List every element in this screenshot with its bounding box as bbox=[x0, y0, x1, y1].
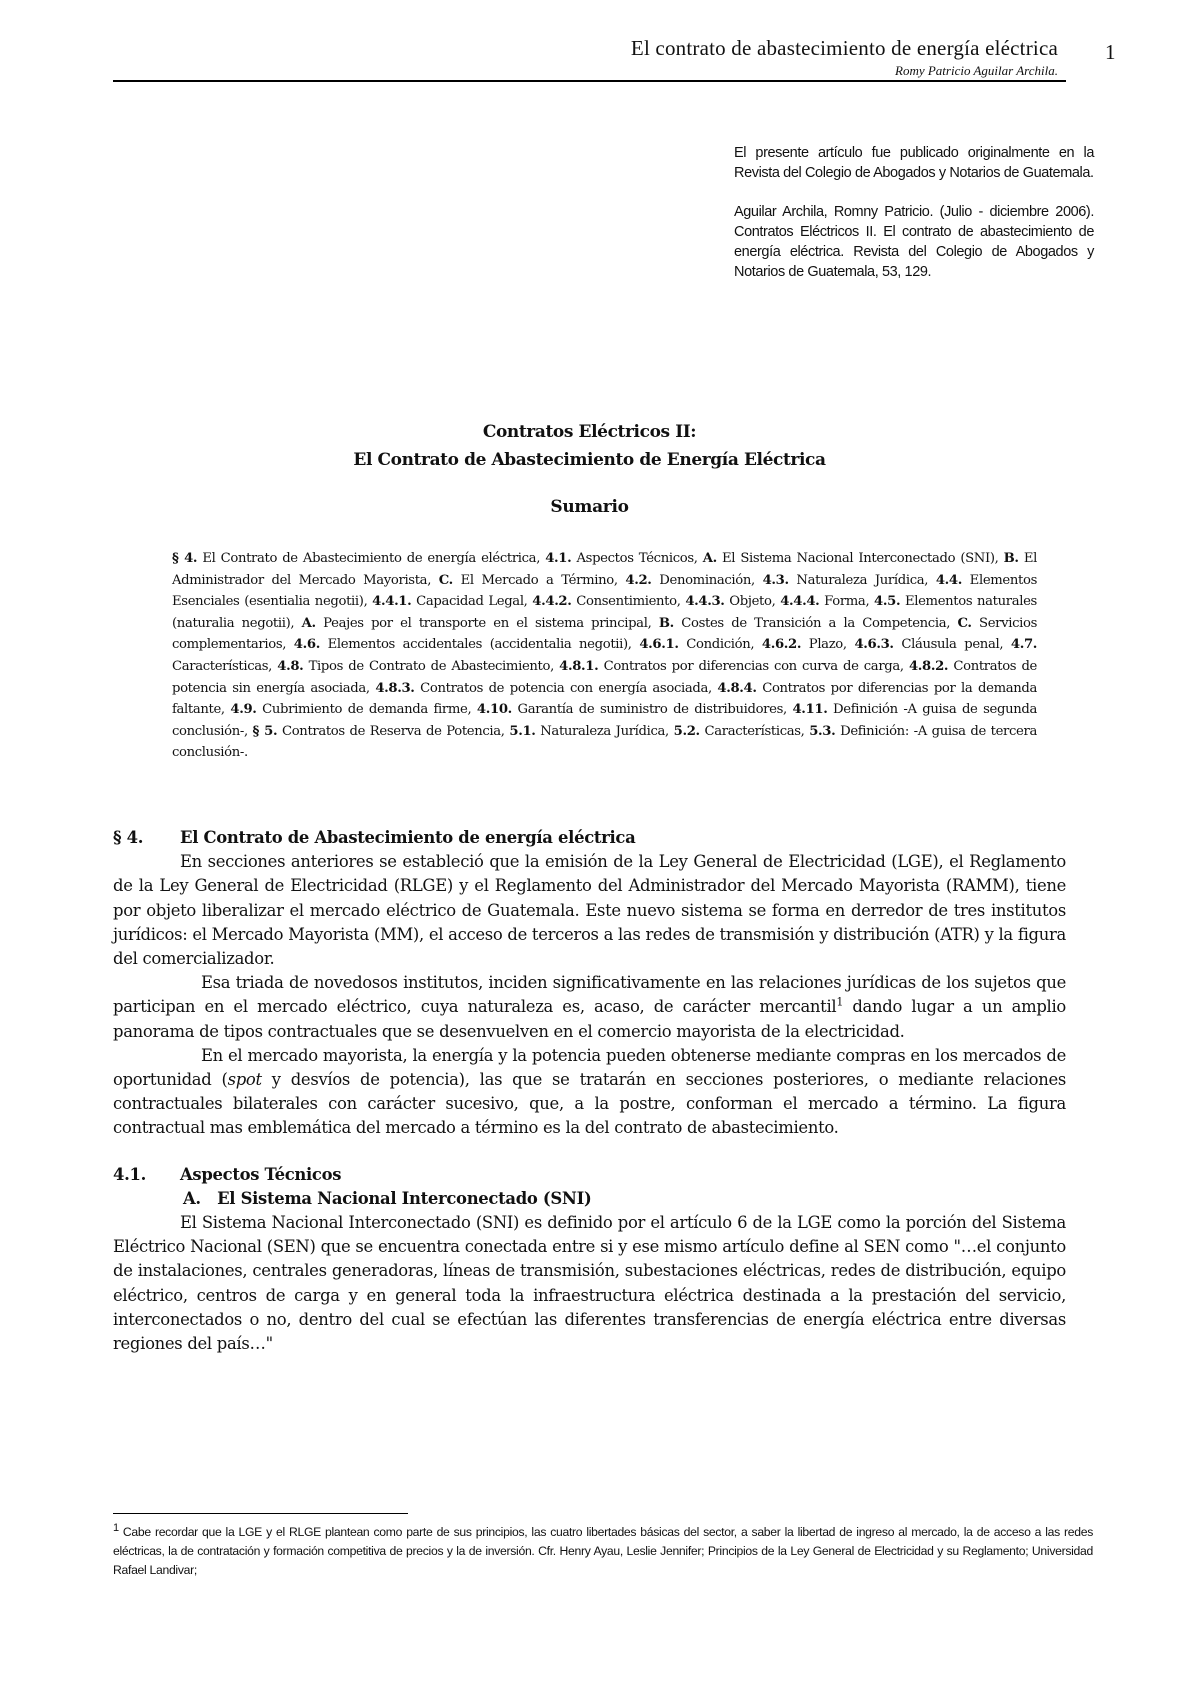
summary-item-text: Forma, bbox=[819, 594, 875, 610]
summary-item-number: 4.8. bbox=[277, 658, 304, 674]
paragraph-2-text-b: dando lugar a un amplio panorama de tipos contractuales que se desenvuelven en el comercio mayorista de la electricidad. bbox=[113, 997, 1066, 1041]
summary-item-text: Naturaleza Jurídica, bbox=[535, 723, 674, 739]
paragraph-3-text-a: En el mercado mayorista, la energía y la potencia pueden obtenerse mediante compras en los mercados de oportunidad ( bbox=[113, 1045, 1066, 1090]
summary-item-text: Cubrimiento de demanda firme, bbox=[256, 702, 477, 718]
summary-item-number: B. bbox=[658, 615, 674, 631]
summary-item-number: 4.4. bbox=[935, 572, 962, 588]
summary-item-text: Características, bbox=[172, 658, 278, 674]
summary-item-text: Contratos por diferencias con curva de carga, bbox=[598, 658, 909, 674]
header-author: Romy Patricio Aguilar Archila. bbox=[895, 63, 1058, 78]
section-4-title: El Contrato de Abastecimiento de energía eléctrica bbox=[180, 828, 636, 847]
summary-item-text: Aspectos Técnicos, bbox=[571, 551, 703, 566]
header-title: El contrato de abastecimiento de energía eléctrica bbox=[630, 36, 1058, 60]
summary-item-number: § 4. bbox=[172, 551, 198, 566]
summary-item-text: El Mercado a Término, bbox=[452, 572, 626, 588]
running-header bbox=[113, 36, 1066, 82]
summary-item-text: Contratos de potencia con energía asociada, bbox=[414, 680, 718, 696]
summary-item-number: § 5. bbox=[252, 723, 278, 739]
section-4-heading bbox=[113, 826, 1066, 850]
summary-item-text: Garantía de suministro de distribuidores, bbox=[511, 702, 793, 718]
summary-item-number: 4.8.3. bbox=[375, 680, 415, 696]
summary-item-text: El Administrador del Mercado Mayorista, bbox=[172, 551, 1037, 588]
summary-item-number: 4.4.3. bbox=[685, 594, 725, 610]
summary-item-text: Contratos de potencia sin energía asociada, bbox=[172, 658, 1037, 696]
summary-item-number: C. bbox=[438, 572, 453, 588]
subsection-a-letter: A. bbox=[183, 1188, 201, 1208]
title-line-1: Contratos Eléctricos II: bbox=[482, 422, 697, 442]
summary-item-number: 4.11. bbox=[792, 702, 828, 718]
summary-item-text: Tipos de Contrato de Abastecimiento, bbox=[303, 658, 560, 674]
summary-item-text: Cláusula penal, bbox=[893, 637, 1011, 653]
summary-item-text: Características, bbox=[699, 723, 810, 739]
summary-item-text: Contratos de Reserva de Potencia, bbox=[277, 723, 510, 739]
summary-item-number: 4.3. bbox=[762, 572, 789, 588]
publication-note-citation: Aguilar Archila, Romny Patricio. (Julio - diciembre 2006). Contratos Eléctricos II. El contrato de abastecimiento de energía eléctrica. Revista del Colegio de Abogados y Notarios de Guatemala, 53, 129. bbox=[734, 204, 1094, 280]
document-title bbox=[113, 418, 1066, 474]
summary-item-text: Consentimiento, bbox=[571, 594, 686, 610]
subsection-a-heading bbox=[113, 1187, 1066, 1211]
section-4-1-paragraph-1: El Sistema Nacional Interconectado (SNI) es definido por el artículo 6 de la LGE como la porción del Sistema Eléctrico Nacional (SEN) que se encuentra conectada entre si y ese mismo artículo define al SEN como "…el conjunto de instalaciones, centrales generadoras, líneas de transmisión, subestaciones eléctricas, redes de distribución, equipo eléctrico, centros de carga y en general toda la infraestructura eléctrica destinada a la prestación del servicio, interconectados o no, dentro del cual se efectúan las diferentes transferencias de energía eléctrica entre diversas regiones del país…" bbox=[113, 1213, 1066, 1354]
summary-item-number: C. bbox=[957, 615, 972, 631]
paragraph-3-text-b: y desvíos de potencia), las que se tratarán en secciones posteriores, o mediante relaciones contractuales bilaterales con carácter sucesivo, que, a la postre, conforman el mercado a término. La figura contractual mas emblemática del mercado a término es la del contrato de abastecimiento. bbox=[113, 1070, 1066, 1138]
summary-item-number: A. bbox=[301, 615, 316, 631]
summary-item-text: Condición, bbox=[678, 637, 762, 653]
summary-item-number: 4.8.4. bbox=[717, 680, 757, 696]
summary-item-text: Elementos naturales (naturalia negotii), bbox=[172, 594, 1037, 631]
summary-item-number: 4.9. bbox=[230, 702, 257, 718]
paragraph-2-text-a: Esa triada de novedosos institutos, inciden significativamente en las relaciones jurídicas de los sujetos que participan en el mercado eléctrico, cuya naturaleza es, acaso, de carácter mercantil bbox=[113, 973, 1066, 1017]
summary-item-text: Objeto, bbox=[724, 594, 781, 610]
subsection-a-title: El Sistema Nacional Interconectado (SNI) bbox=[217, 1188, 592, 1208]
section-4-paragraph-2 bbox=[113, 971, 1066, 1044]
footnote-separator bbox=[113, 1513, 408, 1514]
summary-item-number: B. bbox=[1003, 551, 1019, 566]
summary-item-number: 4.10. bbox=[476, 702, 512, 718]
summary-item-number: A. bbox=[702, 551, 717, 566]
summary-item-number: 4.6.2. bbox=[761, 637, 802, 653]
footnote bbox=[113, 1523, 1093, 1580]
summary-item-number: 4.4.1. bbox=[372, 594, 412, 610]
summary-item-number: 4.6. bbox=[293, 637, 320, 653]
summary-item-number: 4.5. bbox=[874, 594, 901, 610]
summary-item-number: 4.8.2. bbox=[908, 658, 949, 674]
document-body bbox=[113, 826, 1066, 1356]
summary-item-number: 4.6.1. bbox=[639, 637, 679, 653]
section-4-paragraph-3 bbox=[113, 1044, 1066, 1141]
footnote-text: Cabe recordar que la LGE y el RLGE plantean como parte de sus principios, las cuatro libertades básicas del sector, a saber la libertad de ingreso al mercado, la de acceso a las redes eléctricas, la de contratación y formación competitiva de precios y la de inversión. Cfr. Henry Ayau, Leslie Jennifer; Principios de la Ley General de Electricidad y su Reglamento; Universidad Rafael Landivar; bbox=[113, 1525, 1093, 1577]
summary-item-number: 4.1. bbox=[545, 551, 572, 566]
paragraph-3-italic-term: spot bbox=[227, 1070, 262, 1090]
summary-item-text: Plazo, bbox=[801, 637, 855, 653]
summary-item-number: 4.6.3. bbox=[854, 637, 894, 653]
summary-item-text: Naturaleza Jurídica, bbox=[788, 572, 936, 588]
summary-item-number: 4.4.2. bbox=[532, 594, 572, 610]
section-4-1-number: 4.1. bbox=[113, 1164, 147, 1184]
summary-item-number: 4.8.1. bbox=[559, 658, 599, 674]
section-4-paragraph-1: En secciones anteriores se estableció que la emisión de la Ley General de Electricidad (LGE), el Reglamento de la Ley General de Electricidad (RLGE) y el Reglamento del Administrador del Mercado Mayorista (RAMM), tiene por objeto liberalizar el mercado eléctrico de Guatemala. Este nuevo sistema se forma en derredor de tres institutos jurídicos: el Mercado Mayorista (MM), el acceso de terceros a las redes de transmisión y distribución (ATR) y la figura del comercializador. bbox=[113, 852, 1066, 969]
summary-item-text: Peajes por el transporte en el sistema principal, bbox=[315, 615, 659, 631]
footnote-reference: 1 bbox=[836, 995, 844, 1009]
summary-heading: Sumario bbox=[550, 497, 629, 517]
title-line-2: El Contrato de Abastecimiento de Energía Eléctrica bbox=[353, 450, 826, 470]
summary-item-text: Definición -A guisa de segunda conclusión-, bbox=[172, 702, 1037, 739]
summary-item-number: 4.7. bbox=[1010, 637, 1038, 653]
publication-note-origin: El presente artículo fue publicado originalmente en la Revista del Colegio de Abogados y Notarios de Guatemala. bbox=[734, 145, 1094, 181]
summary-item-text: Costes de Transición a la Competencia, bbox=[673, 615, 958, 631]
publication-note bbox=[734, 143, 1094, 301]
summary-item-text: Elementos Esenciales (esentialia negotii), bbox=[172, 572, 1037, 610]
summary-item-text: Denominación, bbox=[651, 572, 763, 588]
section-4-number: § 4. bbox=[113, 828, 144, 847]
summary-item-text: Servicios complementarios, bbox=[172, 615, 1037, 653]
footnote-marker: 1 bbox=[113, 1521, 119, 1534]
summary-item-number: 4.4.4. bbox=[780, 594, 820, 610]
summary-item-text: Contratos por diferencias por la demanda faltante, bbox=[172, 680, 1037, 718]
summary-item-text: Capacidad Legal, bbox=[411, 594, 533, 610]
summary-item-text: Definición: -A guisa de tercera conclusión-. bbox=[172, 723, 1037, 761]
summary-item-text: El Sistema Nacional Interconectado (SNI), bbox=[716, 551, 1004, 566]
summary-item-number: 5.3. bbox=[809, 723, 836, 739]
section-4-1-heading bbox=[113, 1163, 1066, 1187]
summary-item-text: Elementos accidentales (accidentalia negotii), bbox=[319, 637, 640, 653]
summary-item-number: 5.1. bbox=[509, 723, 536, 739]
page-number: 1 bbox=[1105, 40, 1116, 64]
summary-item-text: El Contrato de Abastecimiento de energía eléctrica, bbox=[197, 551, 546, 566]
summary-item-number: 4.2. bbox=[625, 572, 652, 588]
summary-item-number: 5.2. bbox=[673, 723, 700, 739]
summary-text bbox=[172, 548, 1037, 764]
section-4-1-title: Aspectos Técnicos bbox=[180, 1164, 342, 1184]
